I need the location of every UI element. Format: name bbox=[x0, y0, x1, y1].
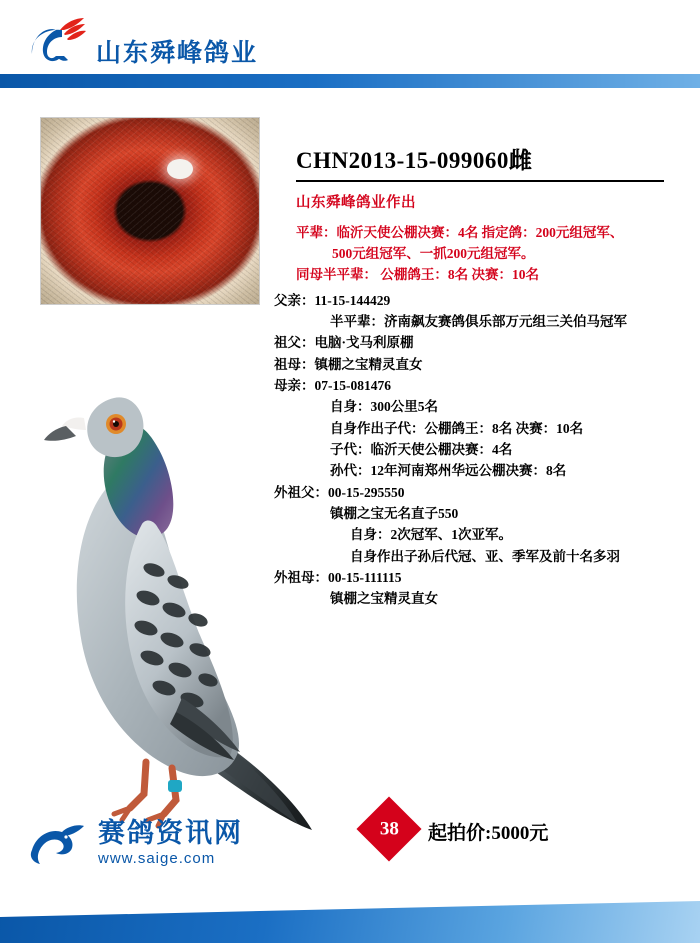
dove-icon bbox=[22, 816, 88, 870]
lineage-row: 外祖母：00-15-111115 bbox=[274, 570, 402, 586]
header-accent-bar bbox=[0, 74, 700, 88]
highlight-line-3: 同母半平辈： 公棚鸽王：8名 决赛：10名 bbox=[296, 266, 539, 282]
pedigree-info bbox=[274, 142, 686, 610]
lineage-row: 镇棚之宝精灵直女 bbox=[330, 591, 438, 607]
lot-number-value: 38 bbox=[379, 818, 399, 839]
lineage-row: 孙代：12年河南郑州华远公棚决赛：8名 bbox=[330, 463, 567, 479]
breeder-name: 山东舜峰鸽业作出 bbox=[296, 195, 416, 211]
brand-logo bbox=[26, 16, 258, 70]
page-footer bbox=[0, 818, 700, 943]
eye-texture-overlay bbox=[41, 118, 259, 304]
footer-accent-bar bbox=[0, 901, 700, 943]
lineage-row: 半平辈：济南飙友赛鸽俱乐部万元组三关伯马冠军 bbox=[330, 314, 627, 330]
pigeon-eye-photo bbox=[40, 117, 260, 305]
ring-number: CHN2013-15-099060雌 bbox=[296, 142, 664, 182]
lineage-row: 祖母：镇棚之宝精灵直女 bbox=[274, 356, 423, 372]
highlight-achievements bbox=[296, 223, 686, 286]
lineage-row: 子代：临沂天使公棚决赛：4名 bbox=[330, 442, 513, 458]
lineage-row: 母亲：07-15-081476 bbox=[274, 378, 391, 394]
page-body bbox=[0, 88, 700, 858]
lineage-row: 父亲：11-15-144429 bbox=[274, 292, 391, 308]
brand-name: 山东舜峰鸽业 bbox=[96, 39, 259, 67]
lineage-row: 祖父：电脑·戈马利原棚 bbox=[274, 335, 414, 351]
site-watermark bbox=[22, 816, 243, 870]
lineage-row: 镇棚之宝无名直子550 bbox=[330, 506, 459, 522]
lineage-list bbox=[274, 290, 686, 610]
lineage-row: 自身：2次冠军、1次亚军。 bbox=[350, 527, 512, 543]
lineage-row: 自身：300公里5名 bbox=[330, 399, 438, 415]
lineage-row: 自身作出子孙后代冠、亚、季军及前十名多羽 bbox=[350, 548, 620, 564]
highlight-line-1: 平辈：临沂天使公棚决赛：4名 指定鸽：200元组冠军、 bbox=[296, 225, 624, 240]
watermark-text bbox=[98, 819, 243, 866]
pigeon-wing-logo-icon bbox=[26, 16, 88, 70]
starting-price: 起拍价:5000元 bbox=[428, 823, 549, 844]
page-header bbox=[0, 0, 700, 88]
watermark-site-url: www.saige.com bbox=[98, 849, 216, 867]
lineage-row: 自身作出子代：公棚鸽王：8名 决赛：10名 bbox=[330, 420, 584, 436]
highlight-line-2: 500元组冠军、一抓200元组冠军。 bbox=[332, 245, 535, 261]
watermark-site-name: 赛鸽资讯网 bbox=[98, 818, 243, 849]
lineage-row: 外祖父：00-15-295550 bbox=[274, 484, 405, 500]
